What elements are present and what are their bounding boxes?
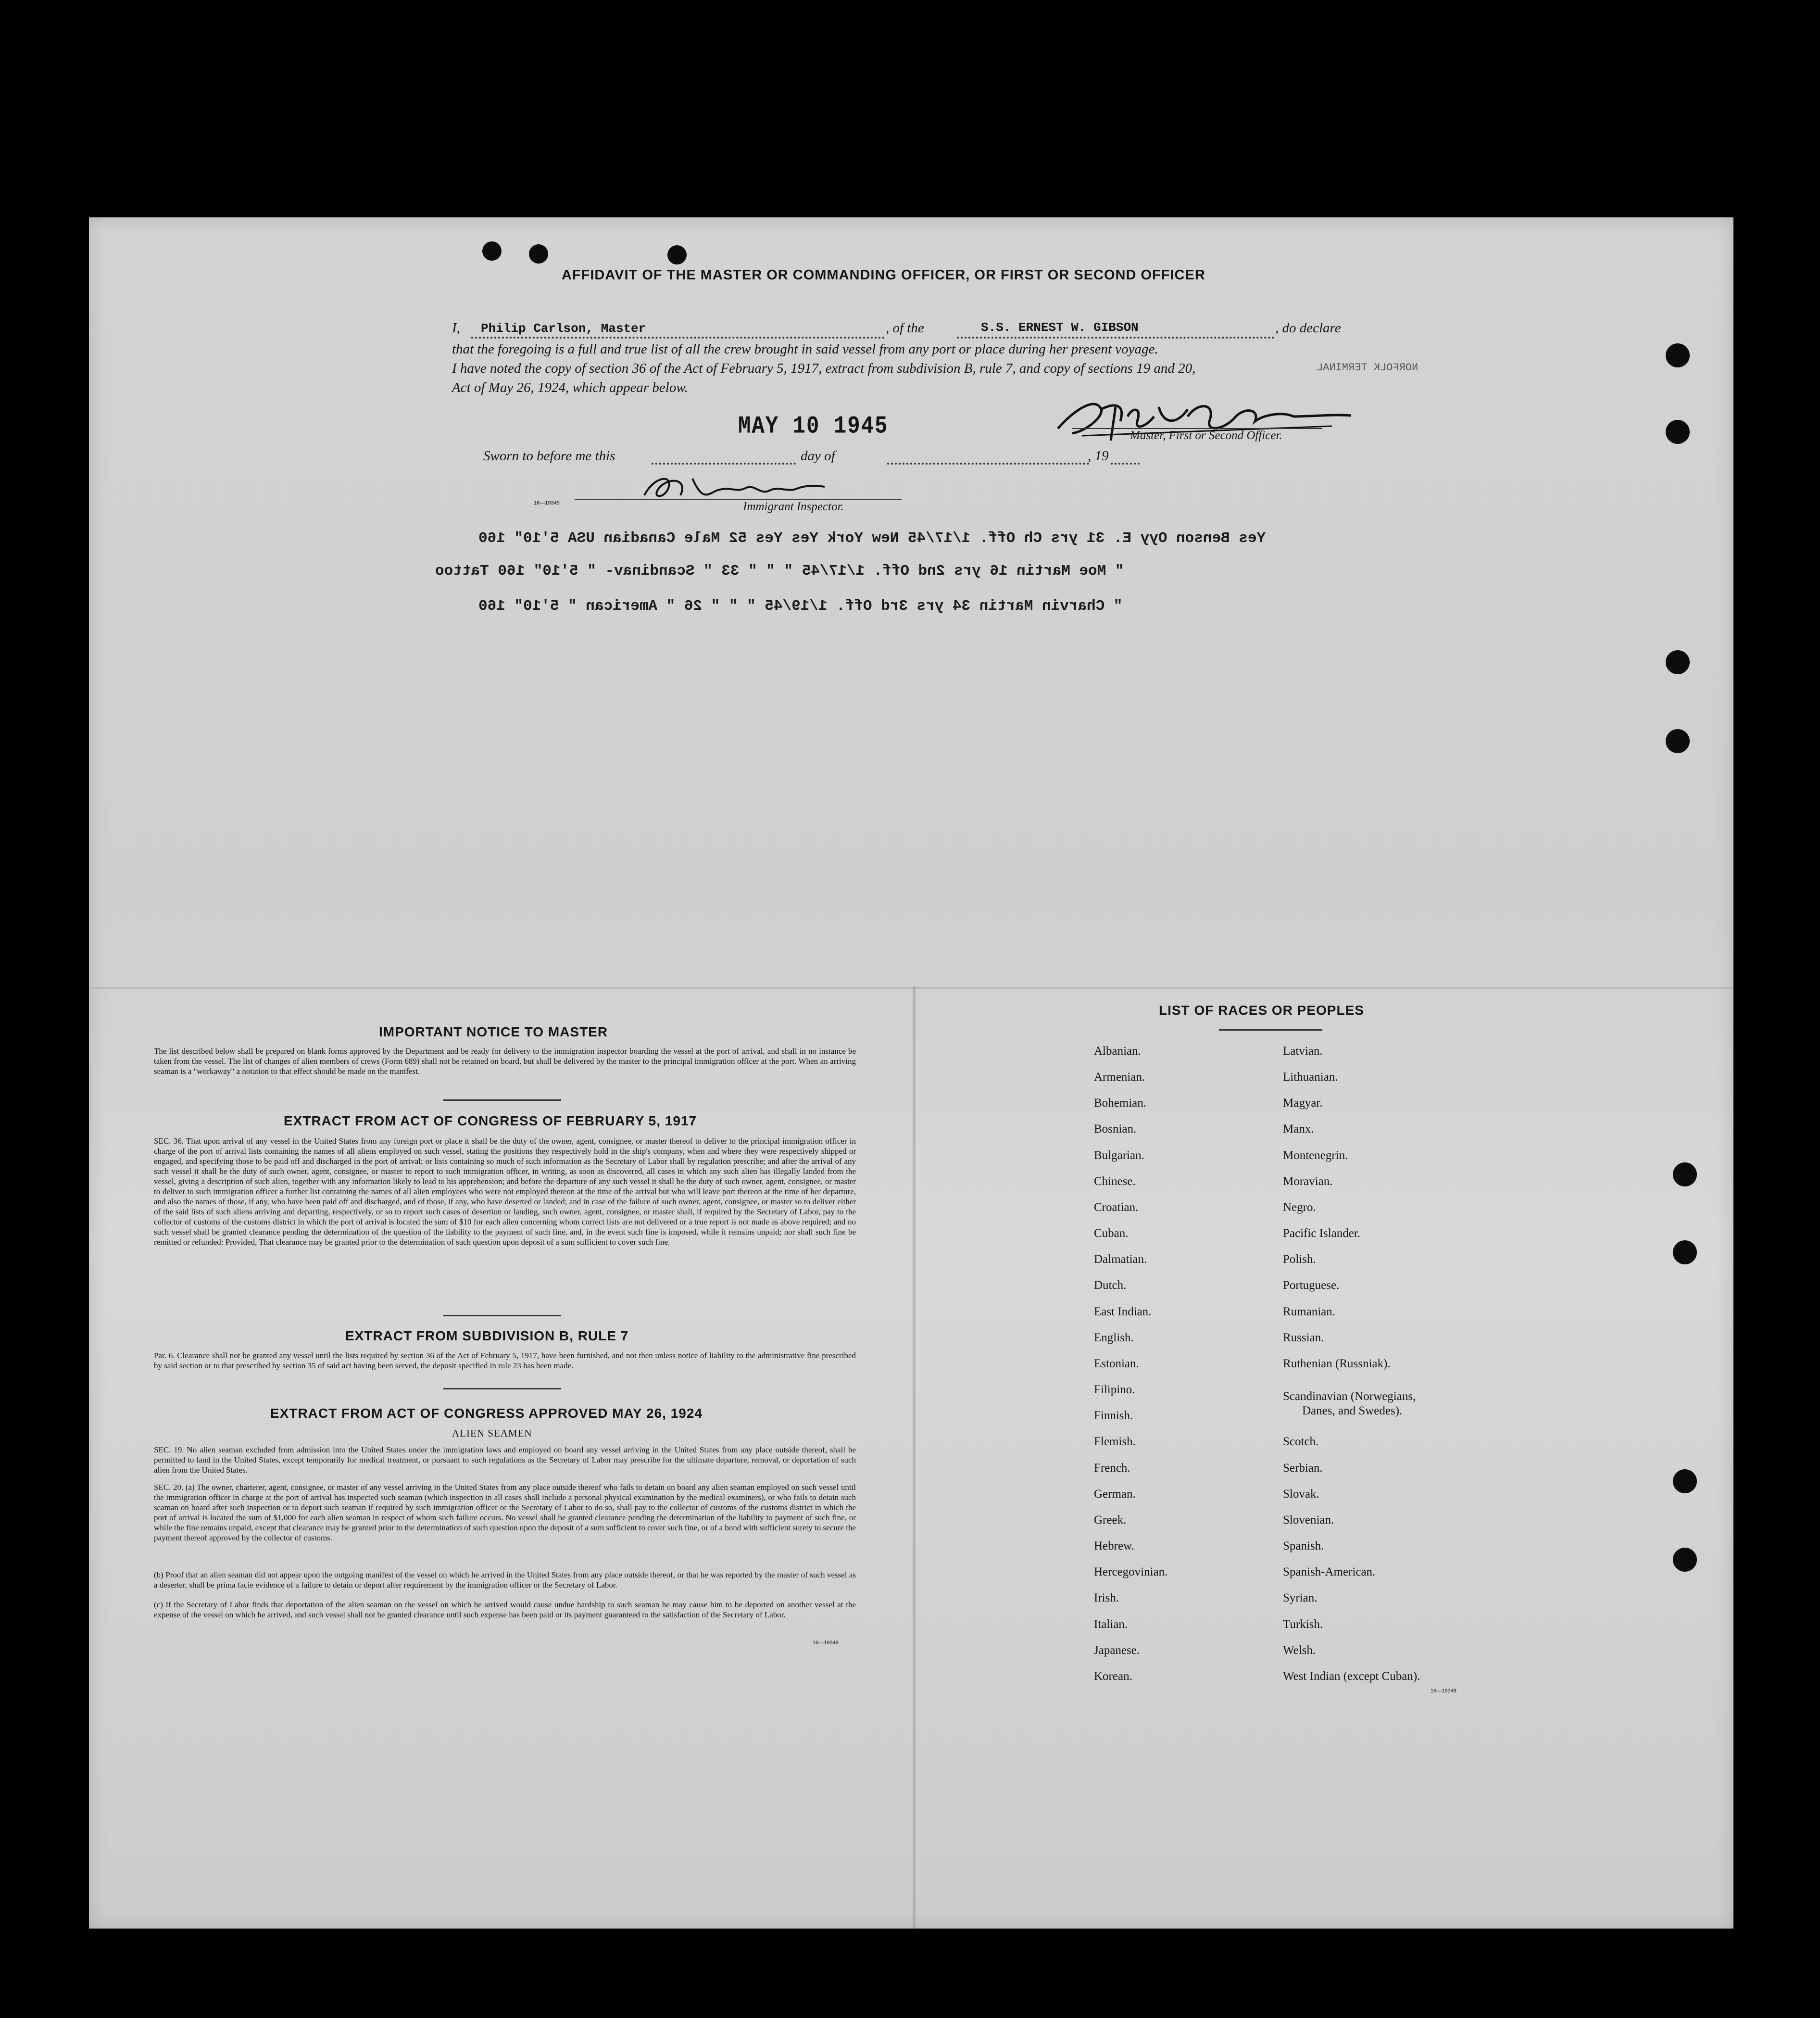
- race-item: Scotch.: [1283, 1435, 1319, 1448]
- race-item: Spanish.: [1283, 1539, 1324, 1552]
- race-item: Montenegrin.: [1283, 1149, 1348, 1162]
- inspector-caption: Immigrant Inspector.: [743, 500, 844, 513]
- race-item: Latvian.: [1283, 1045, 1323, 1058]
- race-item: Spanish-American.: [1283, 1565, 1376, 1578]
- affidavit-title: AFFIDAVIT OF THE MASTER OR COMMANDING OFFICER, OR FIRST OR SECOND OFFICER: [562, 267, 1205, 283]
- race-item: Scandinavian (Norwegians,: [1283, 1390, 1416, 1403]
- master-name-line: [471, 337, 885, 339]
- race-item: Moravian.: [1283, 1175, 1333, 1188]
- crew-row: " Charvin Martin 34 yrs 3rd Off. 1/19/45 " " " 26 " American " 5'10" 160: [478, 598, 1123, 615]
- vessel-name-line: [957, 337, 1274, 339]
- day-of-label: day of: [801, 448, 835, 464]
- race-item: Japanese.: [1094, 1644, 1140, 1657]
- race-item: Bohemian.: [1094, 1097, 1147, 1110]
- inspector-signature-line: [575, 499, 902, 500]
- form-number-top: 16—19349: [534, 500, 560, 506]
- crew-row: " Moe Martin 16 yrs 2nd Off. 1/17/45 " " " 33 " Scandinav- " 5'10" 160 Tattoo: [435, 563, 1124, 580]
- race-item: Turkish.: [1283, 1618, 1323, 1631]
- divider: [1219, 1029, 1322, 1031]
- sworn-day-line: [652, 463, 796, 465]
- extract-1917-title: EXTRACT FROM ACT OF CONGRESS OF FEBRUARY 5, 1917: [284, 1113, 697, 1128]
- sworn-year-line: [1111, 463, 1140, 465]
- rule7-body: Par. 6. Clearance shall not be granted any vessel until the lists required by section 36 of the Act of February 5, 1917, have been furnished, and not then unless notice of liability to the administrative fine prescribed by said section or to that prescribed by section 35 of said act having been served, the deposit specified in rule 23 has been made.: [154, 1351, 856, 1370]
- race-item: Dalmatian.: [1094, 1253, 1147, 1266]
- affidavit-line-2: that the foregoing is a full and true list of all the crew brought in said vessel from any port or place during her present voyage.: [452, 341, 1158, 357]
- do-declare-label: , do declare: [1275, 320, 1341, 336]
- race-item: Finnish.: [1094, 1409, 1133, 1422]
- crew-row: Yes Benson Oyy E. 31 yrs Ch Off. 1/17/45 New York Yes Yes 52 Male Canadian USA 5'10" 160: [478, 530, 1266, 547]
- race-item: Polish.: [1283, 1253, 1316, 1266]
- race-item: Cuban.: [1094, 1227, 1129, 1240]
- race-item: Albanian.: [1094, 1045, 1141, 1058]
- sec20c-body: (c) If the Secretary of Labor finds that deportation of the alien seaman on the vessel on which he arrived would cause undue hardship to such seaman he may cause him to be deported on another vessel at the expense of the vessel on which he arrived, and such vessel shall not be granted clearance until such expense has been paid or its payment guaranteed to the satisfaction of the Secretary of Labor.: [154, 1600, 856, 1619]
- race-item: Hebrew.: [1094, 1539, 1134, 1552]
- race-item: Dutch.: [1094, 1279, 1127, 1292]
- of-the-label: , of the: [886, 320, 924, 336]
- notice-body: The list described below shall be prepared on blank forms approved by the Department and be ready for delivery to the immigration inspector boarding the vessel at the port of arrival, and shall in no instance be taken from the vessel. The list of changes of alien members of crews (Form 689) shall not be retained on board, but shall be delivered by the master to the principal immigration officer at the port. When an arriving seaman is a "workaway" a notation to that effect should be made on the manifest.: [154, 1047, 856, 1076]
- punch-hole: [1673, 1162, 1697, 1186]
- race-item: English.: [1094, 1331, 1134, 1344]
- race-item: Flemish.: [1094, 1435, 1136, 1448]
- race-item: Syrian.: [1283, 1591, 1318, 1604]
- race-item: Portuguese.: [1283, 1279, 1340, 1292]
- divider: [443, 1388, 561, 1389]
- extract-1924-subtitle: ALIEN SEAMEN: [452, 1427, 532, 1439]
- notice-title: IMPORTANT NOTICE TO MASTER: [379, 1024, 608, 1039]
- race-item: Danes, and Swedes).: [1302, 1404, 1403, 1417]
- sec20b-body: (b) Proof that an alien seaman did not appear upon the outgoing manifest of the vessel on which he arrived in the United States from any place outside thereof, or that he was reported by the master of such vessel as a deserter, shall be prima facie evidence of a failure to detain or deport after requirement by the immigration officer or the Secretary of Labor.: [154, 1570, 856, 1589]
- race-item: Croatian.: [1094, 1201, 1139, 1214]
- race-item: Rumanian.: [1283, 1305, 1336, 1318]
- race-item: Armenian.: [1094, 1071, 1145, 1084]
- race-item: East Indian.: [1094, 1305, 1152, 1318]
- punch-hole: [1673, 1240, 1697, 1264]
- race-item: Serbian.: [1283, 1462, 1323, 1475]
- master-caption: Master, First or Second Officer.: [1130, 429, 1282, 442]
- sec19-body: SEC. 19. No alien seaman excluded from admission into the United States under the immigration laws and employed on board any vessel arriving in the United States from any place outside thereof, shall be permitted to land in the United States, except temporarily for medical treatment, or pursuant to such regulations as the Secretary of Labor may prescribe for the ultimate departure, removal, or deportation of such alien from the United States.: [154, 1445, 856, 1475]
- divider: [443, 1315, 561, 1316]
- port-stamp: NORFOLK TERMINAL: [1317, 362, 1418, 374]
- race-item: Hercegovinian.: [1094, 1565, 1168, 1578]
- race-item: West Indian (except Cuban).: [1283, 1670, 1420, 1683]
- punch-hole: [1666, 420, 1690, 444]
- fold-line-horizontal: [89, 987, 1733, 989]
- race-item: Russian.: [1283, 1331, 1324, 1344]
- race-item: Manx.: [1283, 1123, 1314, 1135]
- race-item: Pacific Islander.: [1283, 1227, 1361, 1240]
- race-item: Welsh.: [1283, 1644, 1316, 1657]
- race-item: Estonian.: [1094, 1357, 1139, 1370]
- race-item: Korean.: [1094, 1670, 1132, 1683]
- fold-line-vertical: [913, 986, 916, 1929]
- punch-hole: [1673, 1469, 1697, 1493]
- punch-hole: [1666, 343, 1690, 367]
- races-title: LIST OF RACES OR PEOPLES: [1159, 1003, 1364, 1018]
- punch-hole: [1673, 1548, 1697, 1572]
- race-item: Negro.: [1283, 1201, 1316, 1214]
- race-item: French.: [1094, 1462, 1130, 1475]
- race-item: Lithuanian.: [1283, 1071, 1338, 1084]
- punch-hole: [482, 241, 502, 261]
- race-item: Bosnian.: [1094, 1123, 1137, 1135]
- affidavit-i-label: I,: [452, 320, 460, 336]
- extract-1924-title: EXTRACT FROM ACT OF CONGRESS APPROVED MAY 26, 1924: [270, 1406, 703, 1421]
- race-item: Ruthenian (Russniak).: [1283, 1357, 1391, 1370]
- master-name-field: Philip Carlson, Master: [481, 321, 646, 336]
- race-item: Slovak.: [1283, 1488, 1319, 1501]
- sec20a-body: SEC. 20. (a) The owner, charterer, agent, consignee, or master of any vessel arriving in the United States from any place outside thereof who fails to detain on board any alien seaman employed on such vessel until the immigration officer in charge at the port of arrival has inspected such seaman (which inspection in all cases shall include a personal physical examination by the medical examiners), or who fails to detain such seaman on board after such inspection or to deport such seaman if required by such immigration officer or the Secretary of Labor to do so, shall pay to the collector of customs of the customs district in which the port of arrival is located the sum of $1,000 for each alien seaman in respect of whom such failure occurs. No vessel shall be granted clearance pending the determination of the liability to payment of such fine, or while the fine remains unpaid, except that clearance may be granted prior to the determination of such question upon the deposit of a sum sufficient to cover such fine, or of a bond with sufficient surety to secure the payment thereof approved by the collector of customs.: [154, 1483, 856, 1542]
- race-item: Greek.: [1094, 1514, 1127, 1526]
- punch-hole: [1666, 650, 1690, 674]
- punch-hole: [1666, 729, 1690, 753]
- year-label: , 19: [1088, 448, 1109, 464]
- date-stamp: MAY 10 1945: [738, 413, 889, 441]
- extract-1917-body: SEC. 36. That upon arrival of any vessel in the United States from any foreign port or place it shall be the duty of the owner, agent, consignee, or master thereof to deliver to the principal immigration officer in charge of the port of arrival lists containing the names of all aliens employed on such vessel, stating the positions they respectively hold in the ship's company, when and where they were respectively shipped or engaged, and specifying those to be paid off and discharged in the port of arrival; or lists containing so much of such information as the Secretary of Labor shall by regulation prescribe; and after the arrival of any such vessel it shall be the duty of such owner, agent, consignee, or master to report to such immigration officer, in writing, as soon as discovered, all cases in which any such alien has illegally landed from the vessel, giving a description of such alien, together with any information likely to lead to his apprehension; and before the departure of any such vessel it shall be the duty of such owner, agent, consignee, or master to deliver to such immigration officer a further list containing the names of all alien employees who were not employed thereon at the time of the arrival but who will leave port thereon at the time of her departure, and also the names of those, if any, who have been paid off and discharged, and of those, if any, who have deserted or landed; and in case of the failure of such owner, agent, consignee, or master so to deliver either of the said lists of such aliens arriving and departing, respectively, or so to report such cases of desertion or landing, such owner, agent, consignee, or master shall, if required by the Secretary of Labor, pay to the collector of customs of the customs district in which the port of arrival is located the sum of $10 for each alien concerning whom correct lists are not delivered or a true report is not made as above required; and no such vessel shall be granted clearance pending the determination of the question of the liability to the payment of such fine, and, in the event such fine is imposed, while it remains unpaid; nor shall such fine be remitted or refunded: Provided, That clearance may be granted prior to the determination of such question upon deposit of a sum sufficient to cover such fine.: [154, 1136, 856, 1247]
- divider: [443, 1099, 561, 1101]
- sworn-label: Sworn to before me this: [483, 448, 615, 464]
- rule7-title: EXTRACT FROM SUBDIVISION B, RULE 7: [345, 1328, 629, 1343]
- race-item: Slovenian.: [1283, 1514, 1334, 1526]
- race-item: Bulgarian.: [1094, 1149, 1144, 1162]
- affidavit-line-4: Act of May 26, 1924, which appear below.: [452, 380, 688, 395]
- race-item: Filipino.: [1094, 1383, 1135, 1396]
- affidavit-line-3: I have noted the copy of section 36 of the Act of February 5, 1917, extract from subdivision B, rule 7, and copy of sections 19 and 20,: [452, 361, 1196, 376]
- punch-hole: [667, 245, 687, 265]
- punch-hole: [529, 244, 548, 264]
- sworn-month-line: [887, 463, 1089, 465]
- race-item: Chinese.: [1094, 1175, 1136, 1188]
- race-item: Irish.: [1094, 1591, 1119, 1604]
- form-number-left: 16—19349: [813, 1640, 839, 1646]
- race-item: Magyar.: [1283, 1097, 1323, 1110]
- form-number-right: 16—19349: [1431, 1688, 1456, 1694]
- race-item: German.: [1094, 1488, 1136, 1501]
- race-item: Italian.: [1094, 1618, 1128, 1631]
- vessel-name-field: S.S. ERNEST W. GIBSON: [981, 320, 1139, 335]
